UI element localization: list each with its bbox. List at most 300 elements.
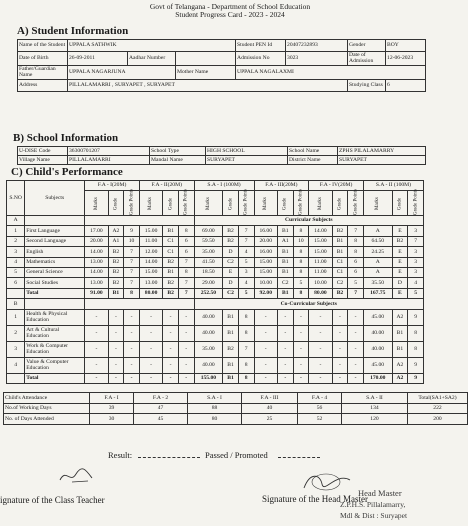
stamp-line-1: Head Master (358, 488, 402, 498)
score-cell: - (163, 325, 179, 341)
score-cell: - (309, 357, 332, 373)
cototal-cell: - (277, 373, 293, 383)
score-cell: A1 (108, 236, 124, 246)
row-number: 3 (7, 247, 25, 257)
score-cell: 14.00 (85, 247, 108, 257)
table-row (7, 226, 424, 236)
score-cell: 8 (238, 309, 254, 325)
score-cell: - (85, 357, 108, 373)
score-cell: B1 (332, 236, 348, 246)
mother-name: UPPALA NAGALAXMI (236, 65, 426, 79)
attendance-cell: 45 (134, 414, 188, 425)
score-cell: 10 (293, 236, 309, 246)
score-cell: - (332, 309, 348, 325)
sub-header: Marks (363, 191, 392, 216)
table-row (7, 309, 424, 325)
subject-name: Work & Computer Education (25, 341, 85, 357)
sub-header: Grade (163, 191, 179, 216)
score-cell: 13.00 (85, 257, 108, 267)
sno-header: S.NO (7, 181, 25, 216)
row-number: 5 (7, 267, 25, 277)
score-cell: 40.00 (194, 309, 223, 325)
section-student-info: A) Student Information (17, 25, 129, 37)
sub-header: Marks (254, 191, 277, 216)
score-cell: 9 (408, 357, 424, 373)
score-cell: 16.00 (254, 247, 277, 257)
score-cell: 20.00 (254, 236, 277, 246)
score-cell: - (178, 309, 194, 325)
score-cell: 3 (238, 267, 254, 277)
attendance-row-label: No.of Working Days (4, 403, 90, 414)
score-cell: - (348, 357, 364, 373)
table-cell (7, 288, 25, 298)
teacher-signature-label: ignature of the Class Teacher (0, 495, 105, 505)
score-cell: 15.00 (309, 247, 332, 257)
exam-header: F.A - II(20M) (139, 181, 194, 191)
score-cell: - (85, 309, 108, 325)
score-cell: 8 (238, 357, 254, 373)
score-cell: B1 (392, 325, 408, 341)
address-value: PILLALAMARRI , SURYAPET , SURYAPET (68, 79, 348, 91)
score-cell: 40.00 (194, 357, 223, 373)
score-cell: - (277, 309, 293, 325)
score-cell: - (309, 309, 332, 325)
score-cell: - (293, 325, 309, 341)
table-row (7, 278, 424, 288)
score-cell: 4 (238, 247, 254, 257)
subject-name: General Science (25, 267, 85, 277)
subject-name: Value & Computer Education (25, 357, 85, 373)
cototal-cell: - (332, 373, 348, 383)
score-cell: - (254, 309, 277, 325)
student-info-table (17, 39, 426, 92)
attendance-header: Total(SA1+SA2) (408, 393, 468, 404)
attendance-cell: 134 (342, 403, 408, 414)
cototal-cell: - (293, 373, 309, 383)
sub-header: Grade Points (348, 191, 364, 216)
total-cell: 7 (348, 288, 364, 298)
attendance-header: S.A - II (342, 393, 408, 404)
table-cell (25, 299, 85, 309)
performance-table (6, 180, 424, 384)
class-value: 6 (386, 79, 426, 91)
result-line-right (278, 457, 320, 458)
score-cell: 29.00 (194, 278, 223, 288)
sub-header: Grade (392, 191, 408, 216)
curricular-heading: Curricular Subjects (194, 216, 423, 226)
score-cell: A2 (392, 357, 408, 373)
score-cell: - (178, 325, 194, 341)
cototal-label: Total (25, 373, 85, 383)
cototal-cell: B1 (223, 373, 239, 383)
score-cell: B2 (108, 278, 124, 288)
admission-date-label: Date of Admission (348, 52, 386, 66)
table-row (7, 236, 424, 246)
score-cell: - (293, 309, 309, 325)
father-label: Father/Guardian Name (18, 65, 68, 79)
score-cell: 8 (293, 267, 309, 277)
score-cell: - (124, 341, 140, 357)
school-type-value: HIGH SCHOOL (206, 147, 288, 156)
sub-header: Marks (139, 191, 162, 216)
score-cell: 11.00 (139, 236, 162, 246)
sub-header: Marks (85, 191, 108, 216)
score-cell: - (254, 325, 277, 341)
row-number: 3 (7, 341, 25, 357)
subject-name: Mathematics (25, 257, 85, 267)
school-name-label: School Name (288, 147, 338, 156)
score-cell: 8 (293, 226, 309, 236)
subjects-header: Subjects (25, 181, 85, 216)
score-cell: 8 (293, 257, 309, 267)
row-number: 2 (7, 236, 25, 246)
total-cell: 7 (178, 288, 194, 298)
table-row (7, 341, 424, 357)
total-cell: B2 (332, 288, 348, 298)
table-row (7, 325, 424, 341)
row-number: 4 (7, 357, 25, 373)
total-cell: 167.75 (363, 288, 392, 298)
score-cell: 14.00 (309, 226, 332, 236)
score-cell: 18.50 (194, 267, 223, 277)
result-label: Result: (108, 450, 133, 460)
address-label: Address (18, 79, 68, 91)
score-cell: 4 (238, 278, 254, 288)
score-cell: E (392, 226, 408, 236)
sub-header: Grade Points (293, 191, 309, 216)
score-cell: B2 (223, 236, 239, 246)
district-label: District Name (288, 156, 338, 165)
attendance-header: F.A - I (90, 393, 134, 404)
subject-name: First Language (25, 226, 85, 236)
table-cell (25, 216, 85, 226)
score-cell: 8 (348, 247, 364, 257)
score-cell: 11.00 (309, 267, 332, 277)
attendance-cell: 56 (298, 403, 342, 414)
score-cell: 9 (408, 309, 424, 325)
total-cell: 80.00 (139, 288, 162, 298)
govt-header: Govt of Telangana - Department of School Education (149, 2, 311, 11)
head-signature-mark (300, 470, 360, 494)
score-cell: A (363, 267, 392, 277)
score-cell: 8 (408, 341, 424, 357)
attendance-cell: 80 (188, 414, 242, 425)
cototal-cell: 155.00 (194, 373, 223, 383)
cototal-cell: - (254, 373, 277, 383)
sub-header: Marks (194, 191, 223, 216)
score-cell: 13.00 (85, 278, 108, 288)
attendance-cell: 40 (242, 403, 298, 414)
score-cell: 20.00 (85, 236, 108, 246)
score-cell: 7 (124, 267, 140, 277)
score-cell: 10.00 (254, 278, 277, 288)
attendance-cell: 39 (90, 403, 134, 414)
total-cell: C2 (223, 288, 239, 298)
result-value: Passed / Promoted (205, 450, 268, 460)
total-label: Total (25, 288, 85, 298)
score-cell: B1 (277, 226, 293, 236)
sub-header: Grade Points (124, 191, 140, 216)
student-pen: 20407232893 (286, 40, 348, 52)
sub-header: Grade (332, 191, 348, 216)
cototal-cell: - (309, 373, 332, 383)
row-number: 4 (7, 257, 25, 267)
attendance-header: F.A - III (242, 393, 298, 404)
exam-header: F.A - III(20M) (254, 181, 309, 191)
sub-header: Grade (108, 191, 124, 216)
score-cell: 15.00 (254, 257, 277, 267)
score-cell: - (124, 357, 140, 373)
score-cell: 24.25 (363, 247, 392, 257)
score-cell: C2 (332, 278, 348, 288)
score-cell: 12.00 (139, 247, 162, 257)
score-cell: 6 (348, 257, 364, 267)
score-cell: 3 (408, 267, 424, 277)
score-cell: 7 (238, 226, 254, 236)
score-cell: 16.00 (254, 226, 277, 236)
score-cell: C1 (163, 236, 179, 246)
udise-label: U-DISE Code (18, 147, 68, 156)
sub-header: Grade Points (408, 191, 424, 216)
score-cell: B2 (163, 257, 179, 267)
subject-name: Second Language (25, 236, 85, 246)
mandal-label: Mandal Name (150, 156, 206, 165)
score-cell: 10 (124, 236, 140, 246)
school-info-table (17, 146, 426, 165)
stamp-line-3: Mdl & Dist : Suryapet (340, 511, 408, 520)
score-cell: C2 (223, 257, 239, 267)
row-number: 6 (7, 278, 25, 288)
score-cell: - (309, 325, 332, 341)
father-name: UPPALA NAGARJUNA (68, 65, 176, 79)
score-cell: 6 (348, 267, 364, 277)
stamp-line-2: Z.P.H.S. Pillalamarry, (340, 500, 406, 509)
score-cell: 3 (408, 247, 424, 257)
score-cell: 14.00 (139, 257, 162, 267)
row-number: 2 (7, 325, 25, 341)
score-cell: 7 (238, 341, 254, 357)
score-cell: - (108, 309, 124, 325)
total-cell: B1 (108, 288, 124, 298)
total-cell: 8 (293, 288, 309, 298)
score-cell: 6 (178, 247, 194, 257)
score-cell: - (139, 325, 162, 341)
cototal-cell: 170.00 (363, 373, 392, 383)
subject-name: Health & Physical Education (25, 309, 85, 325)
score-cell: 41.50 (194, 257, 223, 267)
name-label: Name of the Student (18, 40, 68, 52)
score-cell: B2 (332, 226, 348, 236)
table-row (7, 247, 424, 257)
score-cell: - (348, 309, 364, 325)
score-cell: B1 (332, 247, 348, 257)
row-number: 1 (7, 226, 25, 236)
score-cell: - (348, 341, 364, 357)
score-cell: C1 (332, 257, 348, 267)
admission-date-value: 12-06-2023 (386, 52, 426, 66)
score-cell: - (139, 341, 162, 357)
attendance-cell: 200 (408, 414, 468, 425)
exam-header: F.A - IV(20M) (309, 181, 364, 191)
score-cell: B1 (277, 267, 293, 277)
section-b-marker: B (7, 299, 25, 309)
score-cell: 8 (348, 236, 364, 246)
attendance-cell: 25 (242, 414, 298, 425)
score-cell: B1 (277, 247, 293, 257)
score-cell: C1 (163, 247, 179, 257)
score-cell: - (108, 325, 124, 341)
score-cell: 35.00 (194, 247, 223, 257)
score-cell: 7 (178, 257, 194, 267)
score-cell: 7 (124, 257, 140, 267)
score-cell: 7 (348, 226, 364, 236)
score-cell: - (178, 341, 194, 357)
score-cell: D (223, 247, 239, 257)
score-cell: 6 (178, 236, 194, 246)
mandal-value: SURYAPET (206, 156, 288, 165)
score-cell: A (363, 257, 392, 267)
total-cell: 91.00 (85, 288, 108, 298)
score-cell: 7 (238, 236, 254, 246)
score-cell: B2 (163, 278, 179, 288)
score-cell: 45.00 (363, 357, 392, 373)
udise-value: 36300701207 (68, 147, 150, 156)
cototal-cell: A2 (392, 373, 408, 383)
score-cell: 35.00 (194, 341, 223, 357)
score-cell: 4 (408, 278, 424, 288)
head-signature-label: Signature of the Head Master (262, 494, 368, 504)
student-name: UPPALA SATHWIK (68, 40, 236, 52)
exam-header: F.A - I(20M) (85, 181, 140, 191)
cototal-cell: - (348, 373, 364, 383)
score-cell: - (85, 325, 108, 341)
village-value: PILLALAMARRI (68, 156, 150, 165)
score-cell: - (163, 309, 179, 325)
score-cell: - (108, 341, 124, 357)
total-cell: E (392, 288, 408, 298)
score-cell: 45.00 (363, 309, 392, 325)
score-cell: - (178, 357, 194, 373)
score-cell: 64.50 (363, 236, 392, 246)
table-cell (7, 373, 25, 383)
attendance-cell: 88 (188, 403, 242, 414)
score-cell: - (332, 341, 348, 357)
score-cell: - (139, 309, 162, 325)
cototal-cell: 9 (408, 373, 424, 383)
section-performance: C) Child's Performance (11, 166, 123, 178)
score-cell: - (309, 341, 332, 357)
cocurricular-heading: Co-Curricular Subjects (194, 299, 423, 309)
score-cell: - (293, 357, 309, 373)
school-name-value: ZPHS PILALAMARRY (338, 147, 426, 156)
score-cell: - (163, 341, 179, 357)
score-cell: 5 (348, 278, 364, 288)
pen-label: Student PEN Id (236, 40, 286, 52)
admission-value: 3023 (286, 52, 348, 66)
subject-name: Social Studies (25, 278, 85, 288)
exam-header: S.A - I (100M) (194, 181, 254, 191)
attendance-cell: 30 (90, 414, 134, 425)
attendance-cell: 52 (298, 414, 342, 425)
score-cell: 15.00 (254, 267, 277, 277)
attendance-header: S.A - I (188, 393, 242, 404)
score-cell: 15.00 (139, 267, 162, 277)
score-cell: 40.00 (363, 325, 392, 341)
class-label: Studying Class (348, 79, 386, 91)
attendance-header: F.A - 4 (298, 393, 342, 404)
score-cell: 5 (238, 257, 254, 267)
score-cell: B2 (108, 267, 124, 277)
section-a-marker: A (7, 216, 25, 226)
attendance-cell: 120 (342, 414, 408, 425)
score-cell: 13.00 (139, 278, 162, 288)
score-cell: 8 (178, 226, 194, 236)
dob-label: Date of Birth (18, 52, 68, 66)
score-cell: - (254, 341, 277, 357)
score-cell: B1 (163, 226, 179, 236)
total-cell: B2 (163, 288, 179, 298)
total-cell: 92.00 (254, 288, 277, 298)
score-cell: B1 (277, 257, 293, 267)
score-cell: - (108, 357, 124, 373)
score-cell: 8 (238, 325, 254, 341)
sub-header: Grade Points (238, 191, 254, 216)
score-cell: 10.00 (309, 278, 332, 288)
table-cell (85, 216, 194, 226)
total-cell: B1 (277, 288, 293, 298)
cototal-cell: - (163, 373, 179, 383)
gender-value: BOY (386, 40, 426, 52)
score-cell: 7 (124, 278, 140, 288)
attendance-header: F.A - 2 (134, 393, 188, 404)
aadhar-value (176, 52, 236, 66)
score-cell: A1 (277, 236, 293, 246)
result-line-left (138, 457, 200, 458)
district-value: SURYAPET (338, 156, 426, 165)
score-cell: A2 (392, 309, 408, 325)
cototal-cell: - (108, 373, 124, 383)
gender-label: Gender (348, 40, 386, 52)
section-school-info: B) School Information (13, 132, 119, 144)
dob-value: 26-09-2011 (68, 52, 128, 66)
score-cell: E (392, 257, 408, 267)
sub-header: Grade (223, 191, 239, 216)
subject-name: English (25, 247, 85, 257)
score-cell: D (223, 278, 239, 288)
row-number: 1 (7, 309, 25, 325)
table-row (7, 267, 424, 277)
aadhar-label: Aadhar Number (128, 52, 176, 66)
score-cell: 5 (293, 278, 309, 288)
score-cell: 8 (293, 247, 309, 257)
score-cell: 59.50 (194, 236, 223, 246)
score-cell: 40.00 (363, 341, 392, 357)
admission-label: Admission No (236, 52, 286, 66)
score-cell: B1 (223, 309, 239, 325)
score-cell: - (277, 357, 293, 373)
score-cell: 8 (408, 325, 424, 341)
score-cell: 8 (178, 267, 194, 277)
mother-label: Mother Name (176, 65, 236, 79)
score-cell: B2 (392, 236, 408, 246)
card-title: Student Progress Card - 2023 - 2024 (175, 10, 285, 19)
score-cell: - (139, 357, 162, 373)
score-cell: D (392, 278, 408, 288)
score-cell: - (332, 357, 348, 373)
score-cell: C1 (332, 267, 348, 277)
score-cell: 40.00 (194, 325, 223, 341)
score-cell: C2 (277, 278, 293, 288)
